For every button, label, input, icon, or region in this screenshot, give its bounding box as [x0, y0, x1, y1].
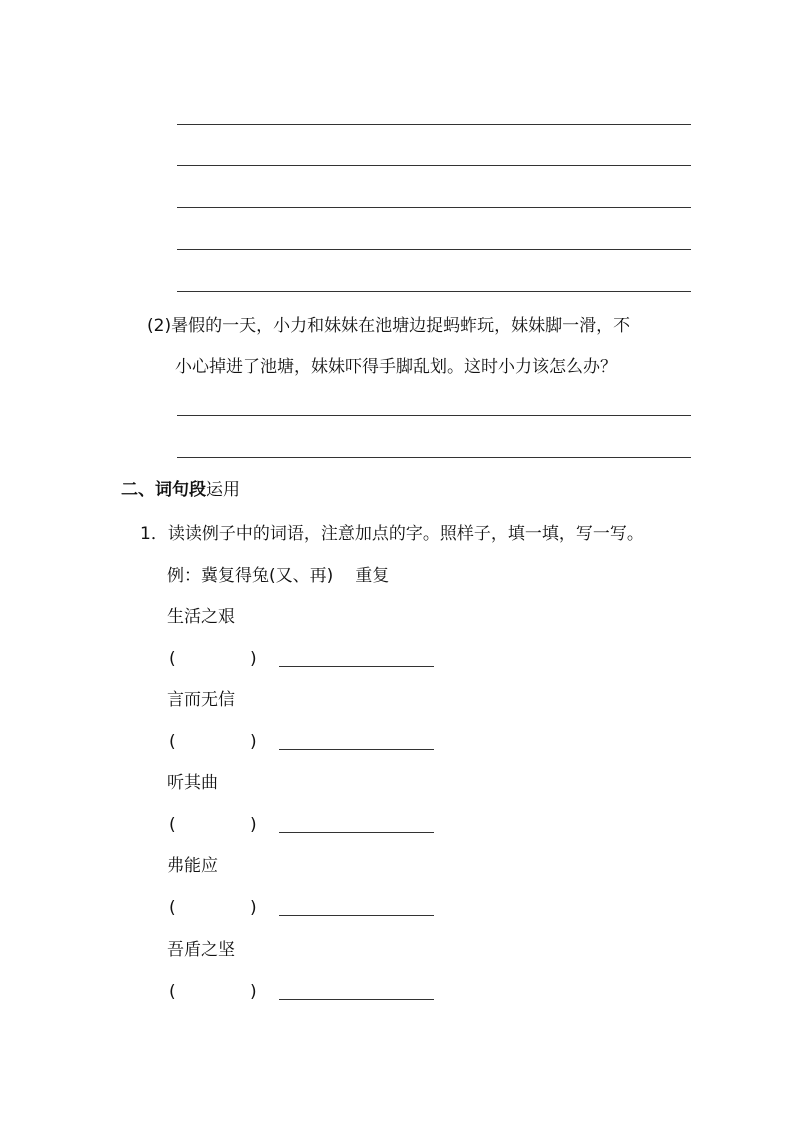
question-2-text	[147, 316, 630, 336]
close-paren: )	[250, 898, 257, 918]
answer-line[interactable]	[177, 124, 691, 125]
answer-line[interactable]	[177, 457, 691, 458]
answer-line[interactable]	[279, 666, 434, 667]
answer-blank[interactable]	[180, 649, 248, 669]
question-line-1: 暑假的一天，小力和妹妹在池塘边捉蚂蚱玩，妹妹脚一滑，不	[171, 316, 631, 336]
example-row	[167, 566, 389, 586]
open-paren: (	[169, 732, 176, 752]
close-paren: )	[250, 982, 257, 1002]
item-phrase: 吾盾之坚	[167, 940, 235, 960]
example-label: 例：	[167, 566, 201, 586]
section-heading-rest: 运用	[206, 480, 240, 500]
task-number: 1．	[140, 524, 168, 544]
question-2-line-2: 小心掉进了池塘，妹妹吓得手脚乱划。这时小力该怎么办？	[175, 357, 617, 377]
answer-line[interactable]	[279, 832, 434, 833]
answer-line[interactable]	[279, 749, 434, 750]
item-phrase: 听其曲	[167, 773, 218, 793]
task-1-instruction	[140, 524, 644, 544]
item-phrase: 生活之艰	[167, 607, 235, 627]
answer-line[interactable]	[177, 165, 691, 166]
item-phrase: 弗能应	[167, 856, 218, 876]
answer-line[interactable]	[279, 999, 434, 1000]
close-paren: )	[250, 815, 257, 835]
close-paren: )	[250, 649, 257, 669]
open-paren: (	[169, 898, 176, 918]
task-instruction: 读读例子中的词语，注意加点的字。照样子，填一填，写一写。	[167, 524, 644, 544]
answer-blank[interactable]	[180, 815, 248, 835]
section-heading-bold: 二、词句段	[121, 480, 206, 500]
example-answer: 重复	[355, 566, 390, 586]
answer-line[interactable]	[177, 291, 691, 292]
example-choice: (又、再)	[269, 566, 334, 586]
item-phrase: 言而无信	[167, 690, 235, 710]
question-number: (2)	[147, 316, 172, 336]
answer-blank[interactable]	[180, 982, 248, 1002]
answer-line[interactable]	[177, 249, 691, 250]
close-paren: )	[250, 732, 257, 752]
example-phrase: 冀复得兔	[201, 566, 269, 586]
answer-line[interactable]	[177, 207, 691, 208]
open-paren: (	[169, 982, 176, 1002]
answer-line[interactable]	[177, 415, 691, 416]
answer-blank[interactable]	[180, 898, 248, 918]
open-paren: (	[169, 649, 176, 669]
section-heading	[121, 480, 240, 500]
open-paren: (	[169, 815, 176, 835]
answer-line[interactable]	[279, 915, 434, 916]
answer-blank[interactable]	[180, 732, 248, 752]
